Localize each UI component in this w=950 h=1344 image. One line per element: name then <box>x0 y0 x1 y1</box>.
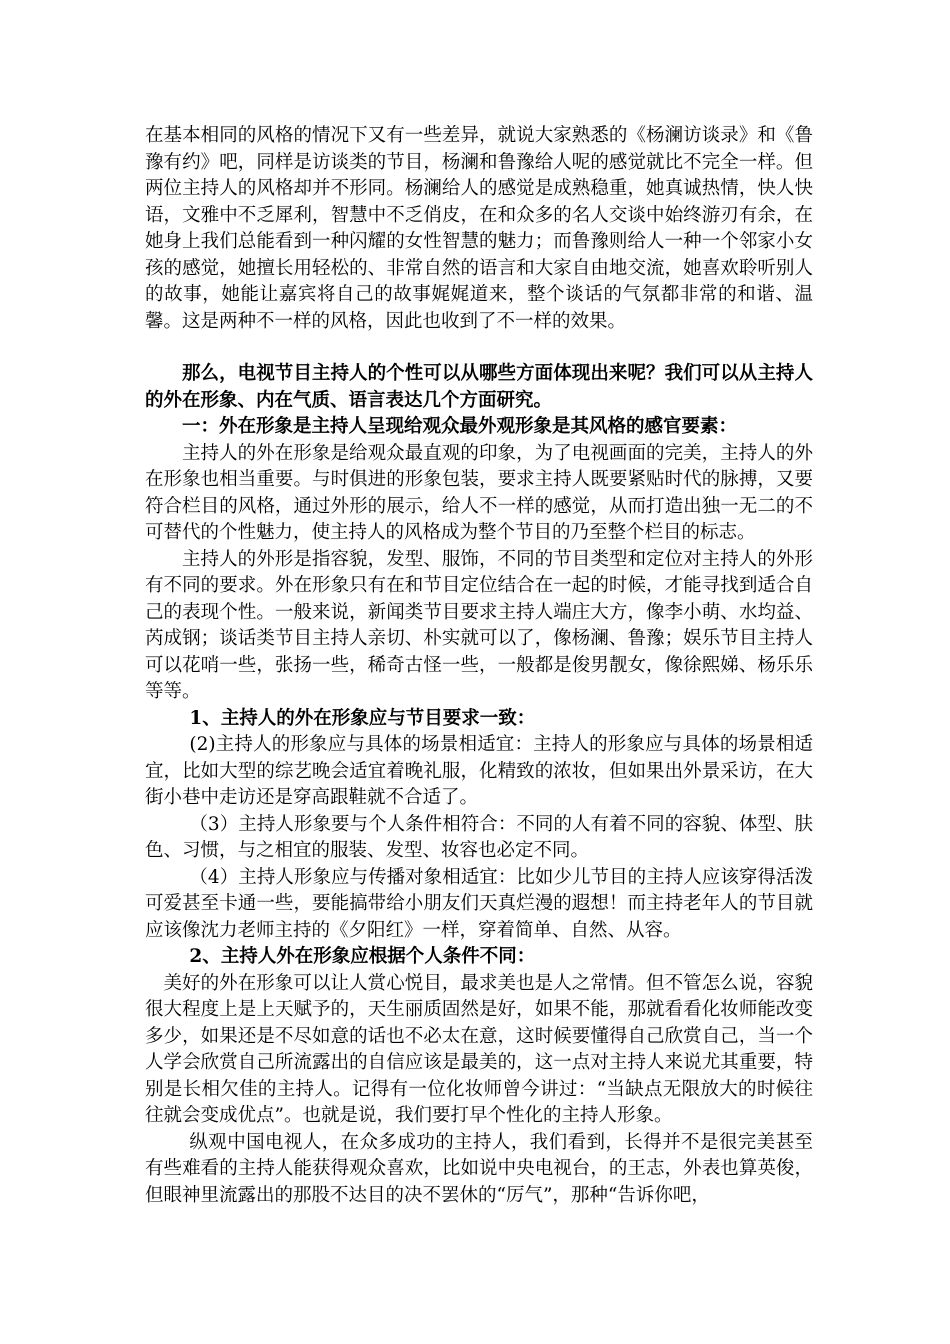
paragraph-chinese-tv: 纵观中国电视人，在众多成功的主持人，我们看到，长得并不是很完美甚至有些难看的主持人能获得观众喜欢，比如说中央电视台，的王志，外表也算英俊，但眼神里流露出的那股不达目的决不罢休的“厉气”，那种“告诉你吧， <box>145 1131 813 1206</box>
paragraph-beauty: 美好的外在形象可以让人赏心悦目，最求美也是人之常情。但不管怎么说，容貌很大程度上是上天赋予的，天生丽质固然是好，如果不能，那就看看化妆师能改变多少，如果还是不尽如意的话也不必太在意，这时候要懂得自己欣赏自己，当一个人学会欣赏自己所流露出的自信应该是最美的，这一点对主持人来说尤其重要，特别是长相欠佳的主持人。记得有一位化妆师曾今讲过：“当缺点无限放大的时候往往就会变成优点”。也就是说，我们要打早个性化的主持人形象。 <box>145 972 813 1126</box>
paragraph-item-2: (2)主持人的形象应与具体的场景相适宜：主持人的形象应与具体的场景相适宜，比如大型的综艺晚会适宜着晚礼服，化精致的浓妆，但如果出外景采访，在大街小巷中走访还是穿高跟鞋就不合适了。 <box>145 734 813 808</box>
heading-external-image: 一：外在形象是主持人呈现给观众最外观形象是其风格的感官要素： <box>182 416 738 437</box>
paragraph-item-3: （3）主持人形象要与个人条件相符合：不同的人有着不同的容貌、体型、肤色、习惯，与之相宜的服装、发型、妆容也必定不同。 <box>145 813 813 861</box>
subheading-1: 1、主持人的外在形象应与节目要求一致： <box>189 707 536 729</box>
document-page <box>145 123 813 1209</box>
paragraph-appearance: 主持人的外形是指容貌，发型、服饰，不同的节目类型和定位对主持人的外形有不同的要求。外在形象只有在和节目定位结合在一起的时候，才能寻找到适合自己的表现个性。一般来说，新闻类节目要求主持人端庄大方，像李小萌、水均益、芮成钢；谈话类节目主持人亲切、朴实就可以了，像杨澜、鲁豫；娱乐节目主持人可以花哨一些，张扬一些，稀奇古怪一些，一般都是俊男靓女，像徐熙娣、杨乐乐等等。 <box>145 548 813 702</box>
paragraph-gap <box>145 335 813 361</box>
subheading-2: 2、主持人外在形象应根据个人条件不同： <box>189 946 536 967</box>
paragraph-external-image: 主持人的外在形象是给观众最直观的印象，为了电视画面的完美，主持人的外在形象也相当重要。与时俱进的形象包装，要求主持人既要紧贴时代的脉搏，又要符合栏目的风格，通过外形的展示，给人不一样的感觉，从而打造出独一无二的不可替代的个性魅力，使主持人的风格成为整个节目的乃至整个栏目的标志。 <box>145 442 813 543</box>
paragraph-item-4: （4）主持人形象应与传播对象相适宜：比如少儿节目的主持人应该穿得活泼可爱甚至卡通一些，要能搞带给小朋友们天真烂漫的遐想！而主持老年人的节目就应该像沈力老师主持的《夕阳红》一样，穿着简单、自然、从容。 <box>145 866 813 941</box>
paragraph-question: 那么，电视节目主持人的个性可以从哪些方面体现出来呢？我们可以从主持人的外在形象、内在气质、语言表达几个方面研究。 <box>145 363 813 411</box>
paragraph-intro: 在基本相同的风格的情况下又有一些差异，就说大家熟悉的《杨澜访谈录》和《鲁豫有约》吧，同样是访谈类的节目，杨澜和鲁豫给人呢的感觉就比不完全一样。但两位主持人的风格却并不形同。杨澜给人的感觉是成熟稳重，她真诚热情，快人快语，文雅中不乏犀利，智慧中不乏俏皮，在和众多的名人交谈中始终游刃有余，在她身上我们总能看到一种闪耀的女性智慧的魅力；而鲁豫则给人一种一个邻家小女孩的感觉，她擅长用轻松的、非常自然的语言和大家自由地交流，她喜欢聆听别人的故事，她能让嘉宾将自己的故事娓娓道来，整个谈话的气氛都非常的和谐、温馨。这是两种不一样的风格，因此也收到了不一样的效果。 <box>145 125 813 332</box>
